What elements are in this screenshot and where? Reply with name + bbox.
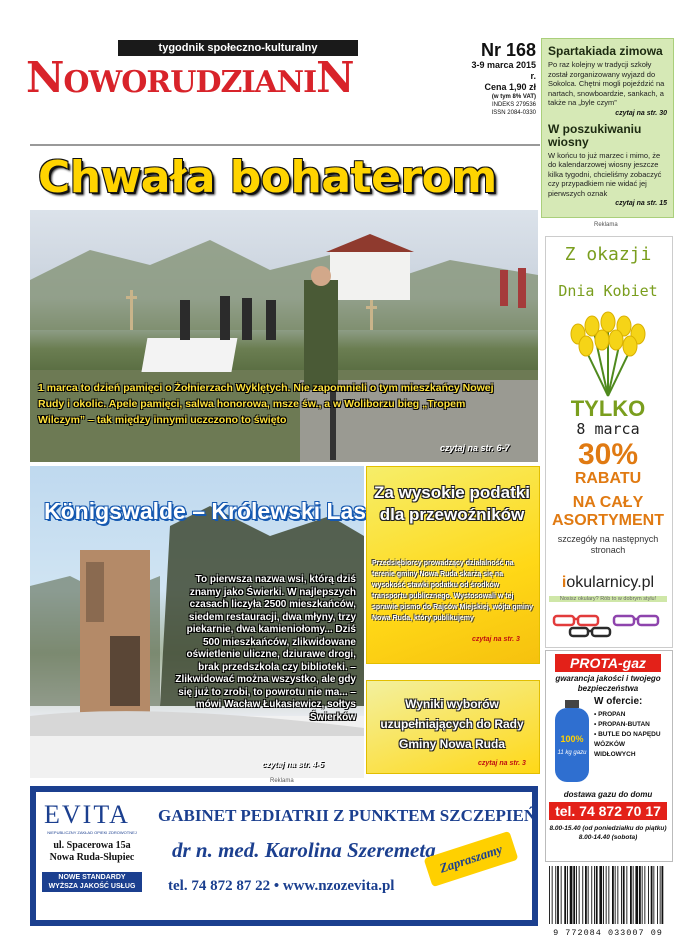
ad-women-slogan: Nosisz okulary? Rób to w dobrym stylu! — [549, 596, 667, 602]
ad-women-rabat: RABATU — [574, 470, 642, 487]
gas-offer-item: • PROPAN-BUTAN — [594, 721, 650, 728]
tulips-icon — [560, 308, 656, 398]
ad-label: Reklama — [594, 222, 618, 228]
glasses-icon — [550, 612, 666, 638]
gas-offer-list — [594, 710, 668, 760]
cylinder-kg: 11 kg gazu — [557, 750, 587, 756]
gas-offer-item: • PROPAN — [594, 711, 626, 718]
teaser-text: Po raz kolejny w tradycji szkoły został zorganizowany wyjazd do Sokolca. Chętni mogli pojeździć na nartach, snowboardzie, sankach, a także na „byle czym” — [548, 60, 665, 107]
ad-women-date: 8 marca — [576, 420, 640, 438]
gas-ad-title: PROTA-gaz — [555, 654, 661, 672]
evita-logo: EVITA — [44, 800, 130, 829]
ad-women-line1: Z okazji — [564, 244, 652, 265]
ad-women-percent: 30% — [577, 438, 639, 471]
ad-label: Reklama — [270, 778, 294, 784]
brand-main: okularnicy — [566, 574, 638, 591]
evita-logo-subtitle: NIEPUBLICZNY ZAKŁAD OPIEKI ZDROWOTNEJ — [47, 830, 137, 835]
barcode-icon — [545, 866, 671, 926]
issue-price: Cena 1,90 zł — [484, 82, 536, 92]
issue-dates: 3-9 marca 2015 r. — [471, 60, 536, 81]
masthead-title — [26, 53, 354, 105]
evita-address-city: Nowa Ruda-Słupiec — [49, 852, 135, 863]
cylinder-percent: 100% — [560, 734, 584, 744]
gas-offer-heading: W ofercie: — [594, 696, 643, 707]
gas-delivery: dostawa gazu do domu — [563, 790, 653, 799]
evita-standards-line2: WYŻSZA JAKOŚĆ USŁUG — [48, 883, 136, 890]
ad-women-assortment: NA CAŁY ASORTYMENT — [552, 494, 664, 529]
issue-issn: ISSN 2084-0330 — [491, 110, 536, 116]
konigswalde-text: To pierwsza nazwa wsi, którą dziś znamy jako Świerki. W najlepszych czasach liczyła 2500 mieszkańców, siedem restauracji, dwa młyny, trzy piekarnie, dwa kamieniołomy... Dziś 500 mieszkańców, zlikwidowane oświetlenie uliczne, dziurawe drogi, brak przedszkola czy biblioteki. – Zlikwidować można wszystko, ale gdy się już to zrobi, to powrotu nie ma... – mówi Wacław Łukasiewicz, sołtys Świerków — [175, 574, 356, 723]
main-story-caption: 1 marca to dzień pamięci o Żołnierzach Wyklętych. Nie zapomnieli o tym mieszkańcy Nowej Rudy i okolic. Apele pamięci, salwa honorowa, msze św., a w Woliborzu bieg „Tropem Wilczym” – tak między innymi uczczono to święto — [38, 382, 494, 426]
divider — [30, 144, 540, 146]
gas-hours-saturday: 8.00-14.40 (sobota) — [578, 834, 638, 841]
barcode-digits: 9 772084 033007 09 — [553, 928, 663, 938]
gas-offer-item: • BUTLE DO NAPĘDU WÓZKÓW WIDŁOWYCH — [594, 731, 661, 758]
banner-contact[interactable]: tel. 74 872 87 22 • www.nzozevita.pl — [168, 878, 395, 894]
tax-story-title: Za wysokie podatki dla przewoźników — [374, 483, 530, 524]
issue-number: Nr 168 — [480, 40, 536, 60]
masthead-tagline: tygodnik społeczno-kulturalny — [118, 40, 358, 56]
masthead-middle: OWORUDZIANI — [63, 65, 317, 100]
teaser-read-link[interactable]: czytaj na str. 30 — [615, 109, 667, 117]
vote-story-title: Wyniki wyborów uzupełniających do Rady Gminy Nowa Ruda — [380, 697, 524, 751]
ad-women-brand[interactable] — [545, 574, 671, 592]
evita-address — [40, 840, 144, 864]
banner-title: GABINET PEDIATRII Z PUNKTEM SZCZEPIEŃ — [158, 806, 537, 825]
issue-vat: (w tym 8% VAT) — [491, 94, 536, 100]
gas-phone[interactable]: tel. 74 872 70 17 — [549, 802, 667, 820]
konigswalde-title: Königswalde – Królewski Las — [44, 498, 367, 524]
teaser-read-link[interactable]: czytaj na str. 15 — [615, 200, 667, 207]
evita-address-street: ul. Spacerowa 15a — [53, 840, 131, 851]
banner-doctor: dr n. med. Karolina Szeremeta — [172, 838, 436, 862]
headline: Chwała bohaterom — [38, 152, 497, 203]
teaser-title: W poszukiwaniu wiosny — [548, 121, 642, 149]
teaser-text: W końcu to już marzec i mimo, że do kalendarzowej wiosny jeszcze kilka tygodni, chcieliśmy zobaczyć czy przypadkiem nie widać jej pierwszych oznak — [548, 150, 662, 198]
masthead-first-letter: N — [26, 53, 64, 102]
tax-story-read-link[interactable]: czytaj na str. 3 — [472, 636, 520, 643]
ad-women-details: szczegóły na następnych stronach — [557, 534, 659, 555]
masthead-last-letter: N — [316, 53, 354, 102]
konigswalde-read-link[interactable]: czytaj na str. 4-5 — [262, 760, 324, 769]
teaser-title: Spartakiada zimowa — [548, 44, 663, 58]
banner-stamp: Zapraszamy — [424, 831, 519, 887]
gas-hours — [545, 824, 671, 842]
ad-women-tylko: TYLKO — [570, 396, 646, 421]
gas-hours-weekday: 8.00-15.40 (od poniedziałku do piątku) — [549, 825, 667, 832]
tax-story-text: Przedsiębiorcy prowadzący działalność na terenie gminy Nowa Ruda skarżą się na wysokość stawki podatku od środków transportu publicznego. Wystosowali w tej sprawie pismo do Rajców Miejskiej, wójta gminy Nowa Ruda, który publikujemy — [372, 560, 534, 622]
gas-ad-subtitle: gwarancja jakości i twojego bezpieczeństwa — [555, 674, 661, 693]
gas-cylinder-icon — [553, 700, 591, 786]
brand-suffix: .pl — [637, 574, 655, 591]
evita-standards-line1: NOWE STANDARDY — [58, 874, 126, 881]
main-story-read-link[interactable]: czytaj na str. 6-7 — [440, 443, 510, 453]
evita-standards — [42, 872, 142, 892]
brand-prefix: i — [561, 574, 567, 591]
issue-info — [470, 40, 536, 117]
sidebar-teasers — [541, 38, 674, 218]
vote-story-read-link[interactable]: czytaj na str. 3 — [478, 760, 526, 767]
issue-index: INDEKS 279536 — [491, 102, 536, 108]
ad-women-line2: Dnia Kobiet — [558, 282, 658, 300]
